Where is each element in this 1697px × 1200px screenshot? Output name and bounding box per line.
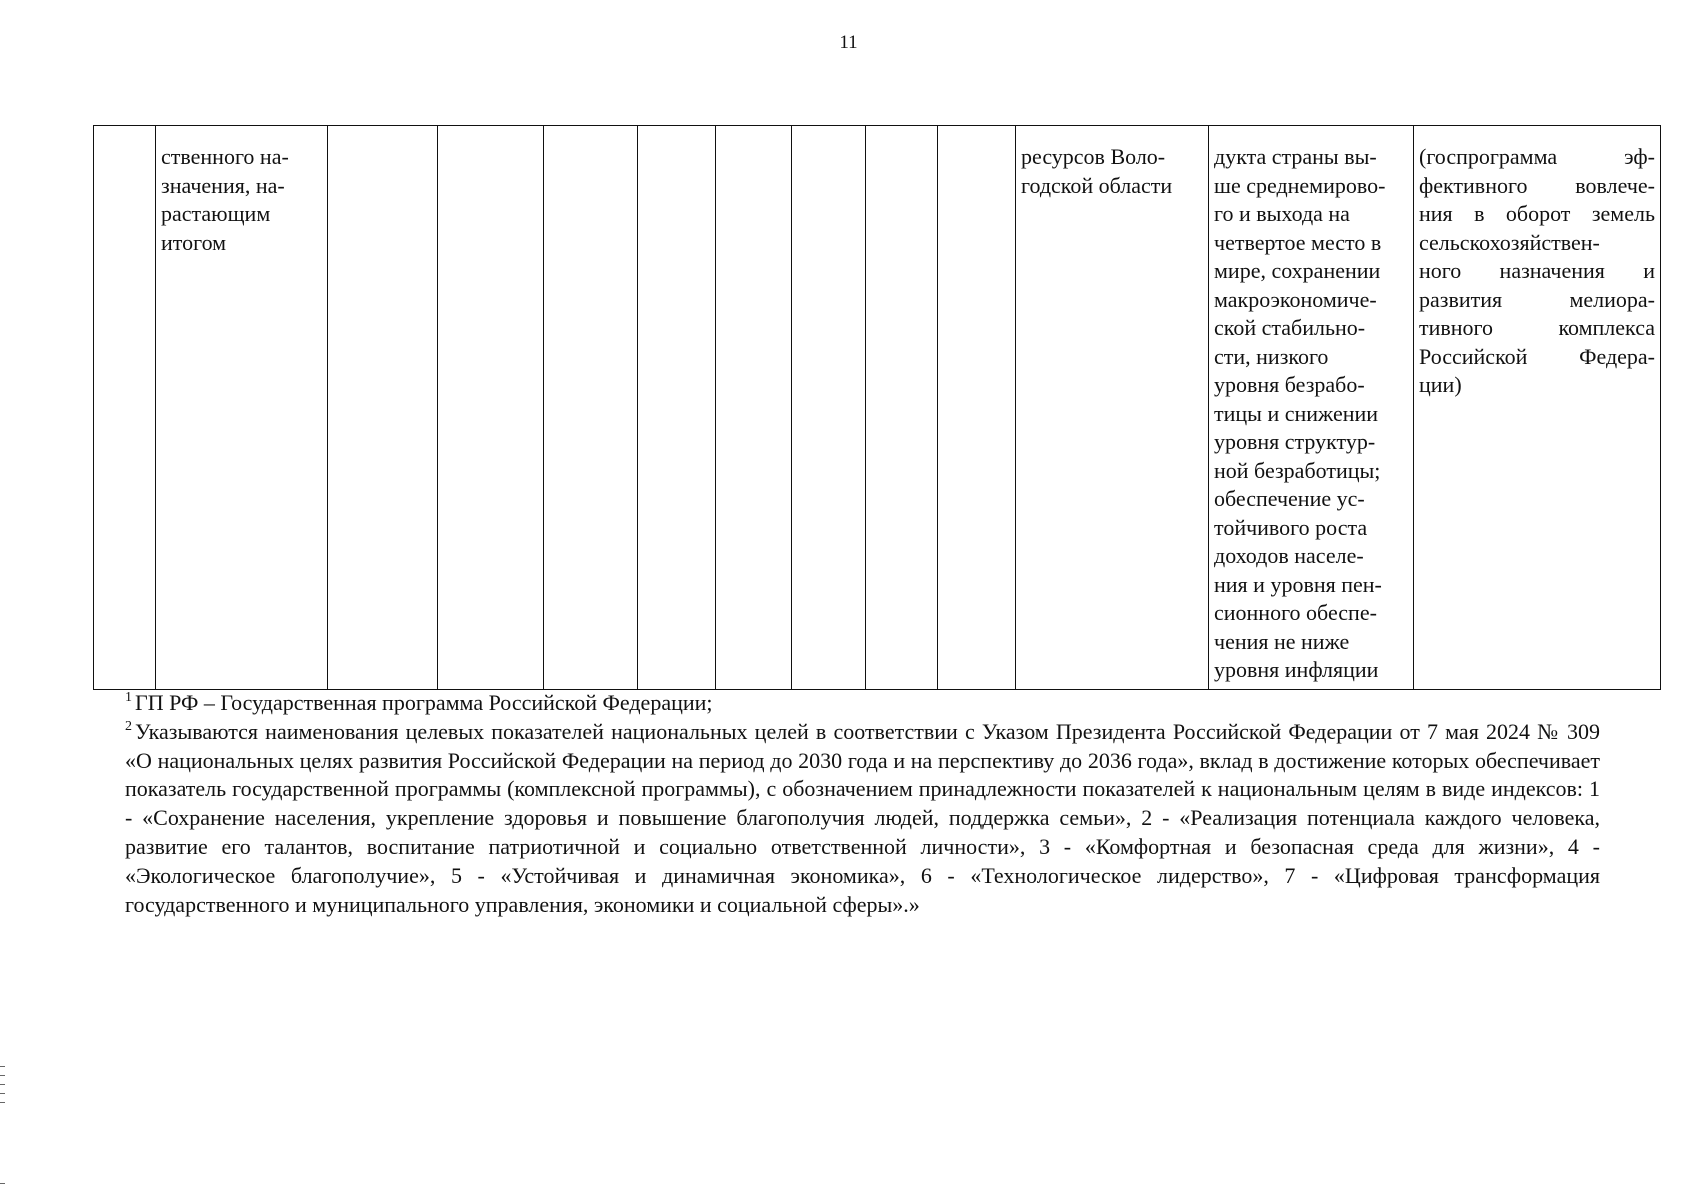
cell-text-line: уровня структур- bbox=[1214, 429, 1376, 454]
footnote-2-text: Указываются наименования целевых показателей национальных целей в соответствии с Указом Президента Российской Федерации от 7 мая 2024 № 309 «О национальных целях развития Российской Федерации на период до 2030 года и на перспективу до 2036 года», вклад в достижение которых обеспечивает показатель государственной программы (комплексной программы), с обозначением принадлежности показателей к национальным целям в виде индексов: 1 - «Сохранение населения, укрепление здоровья и повышение благополучия людей, поддержка семьи», 2 - «Реализация потенциала каждого человека, развитие его талантов, воспитание патриотичной и социально ответственной личности», 3 - «Комфортная и безопасная среда для жизни», 4 - «Экологическое благополучие», 5 - «Устойчивая и динамичная экономика», 6 - «Технологическое лидерство», 7 - «Цифровая трансформация государственного и муниципального управления, экономики и социальной сферы».» bbox=[125, 718, 1600, 917]
footnote-2 bbox=[125, 718, 1600, 920]
scan-artifact bbox=[0, 1093, 5, 1094]
scan-artifact bbox=[0, 1075, 5, 1076]
cell-text-line: уровня безрабо- bbox=[1214, 372, 1365, 397]
cell-text-line: сионного обеспе- bbox=[1214, 600, 1377, 625]
scan-artifact bbox=[0, 1066, 5, 1067]
table-cell-5 bbox=[544, 126, 638, 690]
cell-text-line: итогом bbox=[161, 229, 227, 255]
cell-text-line: макроэкономиче- bbox=[1214, 286, 1377, 312]
cell-text-line: ния в оборот земель bbox=[1419, 201, 1655, 226]
table-cell-4 bbox=[438, 126, 544, 690]
scan-artifact bbox=[0, 1183, 5, 1184]
table-cell-responsible bbox=[1016, 126, 1209, 690]
cell-text-line: годской области bbox=[1021, 172, 1173, 198]
cell-text-line: тойчивого роста bbox=[1214, 514, 1368, 540]
cell-text-line: мире, сохранении bbox=[1214, 258, 1381, 283]
cell-text-line: растающим bbox=[161, 201, 271, 226]
cell-text-line: тивного комплекса bbox=[1419, 315, 1655, 340]
cell-text-line: ного назначения и bbox=[1419, 258, 1655, 283]
page-number: 11 bbox=[839, 32, 858, 53]
table-row bbox=[94, 126, 1661, 690]
cell-text-line: четвертое место в bbox=[1214, 229, 1382, 255]
table-cell-3 bbox=[328, 126, 438, 690]
table-cell-7 bbox=[716, 126, 792, 690]
cell-text-line: дукта страны вы- bbox=[1214, 144, 1377, 169]
table-cell-1 bbox=[94, 126, 156, 690]
cell-text-line: ции) bbox=[1419, 372, 1462, 397]
table-cell-10 bbox=[938, 126, 1016, 690]
table-cell-6 bbox=[638, 126, 716, 690]
table-cell-state-program bbox=[1414, 126, 1661, 690]
table-cell-9 bbox=[866, 126, 938, 690]
table-cell-8 bbox=[792, 126, 866, 690]
cell-text-line: ской стабильно- bbox=[1214, 315, 1366, 340]
cell-text-line: (госпрограмма эф- bbox=[1419, 144, 1655, 169]
table-cell-indicator-name bbox=[156, 126, 328, 690]
cell-text-line: доходов населе- bbox=[1214, 543, 1364, 568]
footnotes bbox=[125, 689, 1600, 919]
scan-artifact bbox=[0, 1102, 5, 1103]
cell-text-line: ной безработицы; bbox=[1214, 457, 1381, 483]
footnote-1-text: ГП РФ – Государственная программа Российской Федерации; bbox=[135, 690, 713, 715]
cell-text-line: тицы и снижении bbox=[1214, 400, 1379, 426]
cell-text-line: ресурсов Воло- bbox=[1021, 144, 1166, 169]
cell-text-line: сельскохозяйствен- bbox=[1419, 229, 1600, 255]
indicators-table bbox=[93, 125, 1661, 690]
cell-text-line: ния и уровня пен- bbox=[1214, 571, 1382, 597]
cell-text-line: фективного вовлече- bbox=[1419, 172, 1655, 198]
cell-text-line: сти, низкого bbox=[1214, 343, 1329, 369]
cell-text-line: уровня инфляции bbox=[1214, 657, 1379, 682]
footnote-1-mark: 1 bbox=[125, 690, 132, 705]
cell-text-line: значения, на- bbox=[161, 172, 285, 198]
cell-text-line: чения не ниже bbox=[1214, 628, 1350, 654]
cell-text-line: ственного на- bbox=[161, 144, 289, 169]
table-cell-national-goal bbox=[1209, 126, 1414, 690]
cell-text-line: ше среднемирово- bbox=[1214, 172, 1386, 198]
cell-text-line: обеспечение ус- bbox=[1214, 486, 1365, 511]
scan-artifact bbox=[0, 1084, 5, 1085]
footnote-2-mark: 2 bbox=[125, 718, 132, 734]
cell-text-line: го и выхода на bbox=[1214, 201, 1350, 226]
cell-text-line: Российской Федера- bbox=[1419, 343, 1655, 369]
footnote-1 bbox=[125, 689, 1600, 718]
cell-text-line: развития мелиора- bbox=[1419, 286, 1655, 312]
